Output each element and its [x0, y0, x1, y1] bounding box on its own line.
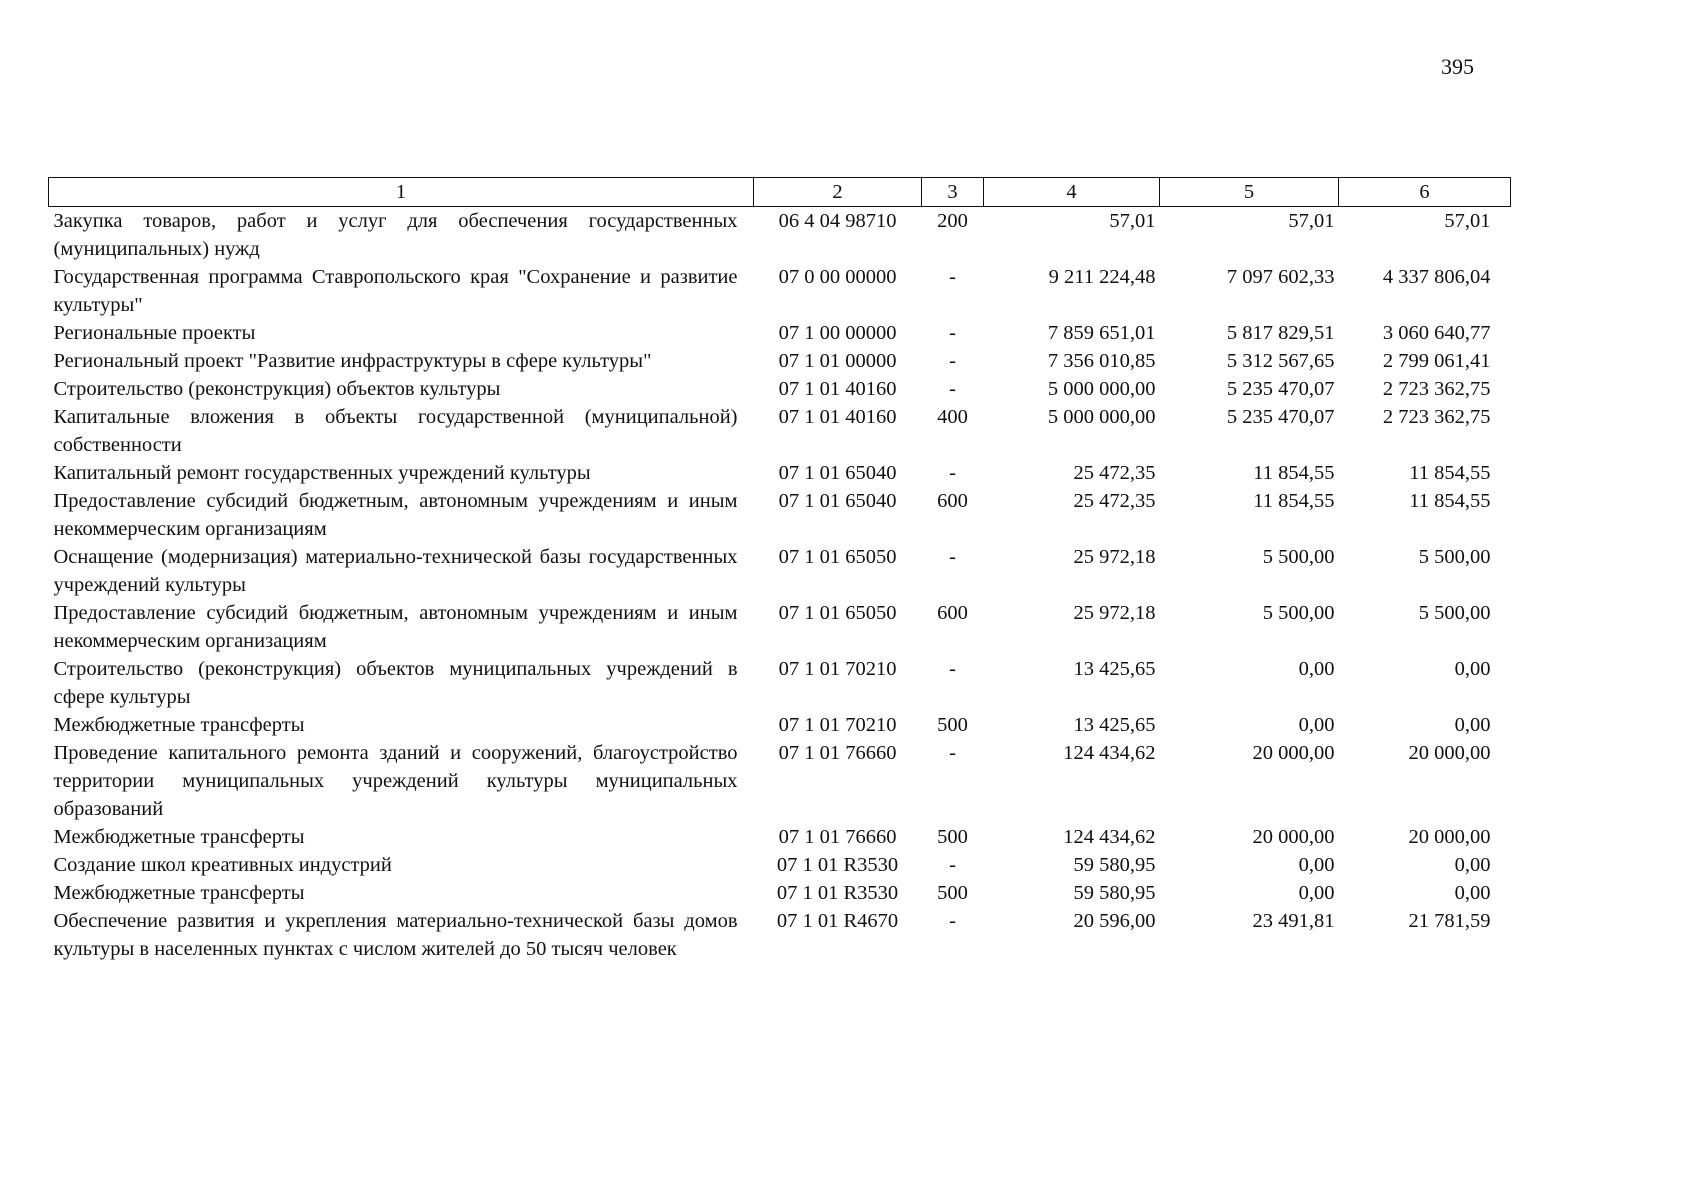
row-value-col6: 2 723 362,75: [1382, 406, 1491, 428]
row-code: 07 1 01 R4670: [776, 910, 899, 932]
row-name: Строительство (реконструкция) объектов культуры: [53, 378, 501, 400]
row-code: 07 1 01 R3530: [776, 854, 899, 876]
table-row: [49, 347, 1511, 375]
row-value-col4: 59 580,95: [1073, 854, 1156, 876]
row-value-col6: 2 723 362,75: [1382, 378, 1491, 400]
row-name: Государственная программа Ставропольского края "Сохранение и развитие культуры": [53, 266, 738, 316]
row-value-col6: 21 781,59: [1408, 910, 1491, 932]
row-value-col6: 0,00: [1454, 854, 1491, 876]
column-header-4: 4: [984, 178, 1160, 207]
row-name: Создание школ креативных индустрий: [53, 854, 392, 876]
row-expense-type: -: [949, 658, 956, 680]
row-value-col5: 5 312 567,65: [1226, 350, 1335, 372]
row-value-col6: 3 060 640,77: [1382, 322, 1491, 344]
row-value-col4: 9 211 224,48: [1048, 266, 1156, 288]
row-name: Строительство (реконструкция) объектов муниципальных учреждений в сфере культуры: [53, 658, 738, 708]
row-value-col6: 11 854,55: [1409, 462, 1491, 484]
row-value-col5: 5 500,00: [1262, 546, 1335, 568]
row-value-col4: 25 972,18: [1073, 546, 1156, 568]
row-code: 07 1 01 70210: [778, 714, 897, 736]
row-code: 07 1 01 65050: [778, 546, 897, 568]
row-code: 07 1 01 65050: [778, 602, 897, 624]
row-value-col6: 0,00: [1454, 714, 1491, 736]
table-row: [49, 711, 1511, 739]
row-value-col4: 25 472,35: [1073, 490, 1156, 512]
table-row: [49, 459, 1511, 487]
row-value-col4: 5 000 000,00: [1047, 406, 1156, 428]
row-code: 07 1 01 65040: [778, 462, 897, 484]
row-value-col4: 7 356 010,85: [1047, 350, 1156, 372]
row-value-col5: 5 235 470,07: [1226, 406, 1335, 428]
row-value-col4: 13 425,65: [1073, 658, 1156, 680]
row-code: 07 1 01 00000: [778, 350, 897, 372]
row-value-col6: 4 337 806,04: [1382, 266, 1491, 288]
row-value-col6: 11 854,55: [1409, 490, 1491, 512]
row-value-col4: 124 434,62: [1063, 826, 1156, 848]
row-code: 07 0 00 00000: [778, 266, 897, 288]
row-code: 07 1 01 76660: [778, 742, 897, 764]
row-value-col6: 20 000,00: [1408, 826, 1491, 848]
column-header-1: 1: [49, 178, 754, 207]
row-value-col6: 57,01: [1444, 210, 1491, 232]
row-name: Закупка товаров, работ и услуг для обеспечения государственных (муниципальных) нужд: [53, 210, 738, 260]
row-value-col5: 11 854,55: [1253, 462, 1335, 484]
row-name: Капитальный ремонт государственных учреждений культуры: [53, 462, 591, 484]
row-expense-type: -: [949, 378, 956, 400]
row-value-col6: 0,00: [1454, 882, 1491, 904]
row-value-col5: 0,00: [1298, 854, 1335, 876]
table-row: [49, 655, 1511, 711]
row-code: 07 1 01 R3530: [776, 882, 899, 904]
row-expense-type: -: [949, 462, 956, 484]
row-code: 07 1 00 00000: [778, 322, 897, 344]
row-expense-type: -: [949, 742, 956, 764]
row-name: Предоставление субсидий бюджетным, автономным учреждениям и иным некоммерческим организациям: [53, 602, 738, 652]
row-value-col4: 25 972,18: [1073, 602, 1156, 624]
row-expense-type: 500: [937, 714, 968, 736]
row-code: 07 1 01 76660: [778, 826, 897, 848]
row-value-col6: 5 500,00: [1418, 546, 1491, 568]
row-name: Региональные проекты: [53, 322, 256, 344]
table-row: [49, 879, 1511, 907]
column-header-2: 2: [754, 178, 922, 207]
row-expense-type: 500: [937, 826, 968, 848]
row-code: 07 1 01 40160: [778, 378, 897, 400]
row-value-col4: 124 434,62: [1063, 742, 1156, 764]
row-expense-type: -: [949, 266, 956, 288]
row-expense-type: 200: [937, 210, 968, 232]
row-value-col4: 13 425,65: [1073, 714, 1156, 736]
row-code: 07 1 01 70210: [778, 658, 897, 680]
row-value-col5: 20 000,00: [1252, 826, 1335, 848]
row-expense-type: -: [949, 910, 956, 932]
table-row: [49, 207, 1511, 264]
column-header-6: 6: [1339, 178, 1511, 207]
row-value-col5: 20 000,00: [1252, 742, 1335, 764]
row-value-col5: 0,00: [1298, 714, 1335, 736]
row-name: Межбюджетные трансферты: [53, 826, 305, 848]
table-row: [49, 907, 1511, 963]
row-expense-type: 400: [937, 406, 968, 428]
table-row: [49, 487, 1511, 543]
row-value-col5: 5 235 470,07: [1226, 378, 1335, 400]
table-row: [49, 739, 1511, 823]
table-row: [49, 543, 1511, 599]
row-name: Межбюджетные трансферты: [53, 714, 305, 736]
column-header-3: 3: [922, 178, 984, 207]
table-row: [49, 599, 1511, 655]
row-code: 07 1 01 40160: [778, 406, 897, 428]
row-value-col5: 11 854,55: [1253, 490, 1335, 512]
table-row: [49, 851, 1511, 879]
row-value-col6: 20 000,00: [1408, 742, 1491, 764]
row-name: Региональный проект "Развитие инфраструктуры в сфере культуры": [53, 350, 652, 372]
row-expense-type: -: [949, 322, 956, 344]
row-value-col5: 5 500,00: [1262, 602, 1335, 624]
row-expense-type: 600: [937, 602, 968, 624]
table-row: [49, 403, 1511, 459]
table-row: [49, 319, 1511, 347]
row-expense-type: -: [949, 546, 956, 568]
row-name: Предоставление субсидий бюджетным, автономным учреждениям и иным некоммерческим организациям: [53, 490, 738, 540]
row-value-col4: 59 580,95: [1073, 882, 1156, 904]
row-value-col4: 25 472,35: [1073, 462, 1156, 484]
table-body: [49, 207, 1511, 964]
row-value-col5: 0,00: [1298, 658, 1335, 680]
row-name: Межбюджетные трансферты: [53, 882, 305, 904]
row-expense-type: 600: [937, 490, 968, 512]
row-expense-type: -: [949, 854, 956, 876]
row-value-col5: 5 817 829,51: [1226, 322, 1335, 344]
row-value-col4: 20 596,00: [1073, 910, 1156, 932]
row-value-col5: 0,00: [1298, 882, 1335, 904]
row-value-col4: 5 000 000,00: [1047, 378, 1156, 400]
row-value-col5: 7 097 602,33: [1226, 266, 1335, 288]
table-row: [49, 823, 1511, 851]
row-code: 07 1 01 65040: [778, 490, 897, 512]
table-row: [49, 375, 1511, 403]
row-value-col5: 57,01: [1288, 210, 1335, 232]
row-name: Проведение капитального ремонта зданий и сооружений, благоустройство территории муниципальных учреждений культуры муниципальных образований: [53, 742, 738, 820]
header-row: [49, 178, 1511, 207]
row-value-col6: 5 500,00: [1418, 602, 1491, 624]
page-number: 395: [1441, 54, 1474, 79]
row-value-col6: 0,00: [1454, 658, 1491, 680]
row-value-col6: 2 799 061,41: [1382, 350, 1491, 372]
row-expense-type: 500: [937, 882, 968, 904]
row-name: Обеспечение развития и укрепления материально-технической базы домов культуры в населенных пунктах с числом жителей до 50 тысяч человек: [53, 910, 738, 960]
row-name: Оснащение (модернизация) материально-технической базы государственных учреждений культуры: [53, 546, 738, 596]
table-row: [49, 263, 1511, 319]
row-name: Капитальные вложения в объекты государственной (муниципальной) собственности: [53, 406, 738, 456]
row-value-col4: 7 859 651,01: [1047, 322, 1156, 344]
budget-table: [48, 177, 1511, 963]
column-header-5: 5: [1160, 178, 1339, 207]
row-value-col4: 57,01: [1109, 210, 1156, 232]
row-expense-type: -: [949, 350, 956, 372]
row-code: 06 4 04 98710: [778, 210, 897, 232]
row-value-col5: 23 491,81: [1252, 910, 1335, 932]
